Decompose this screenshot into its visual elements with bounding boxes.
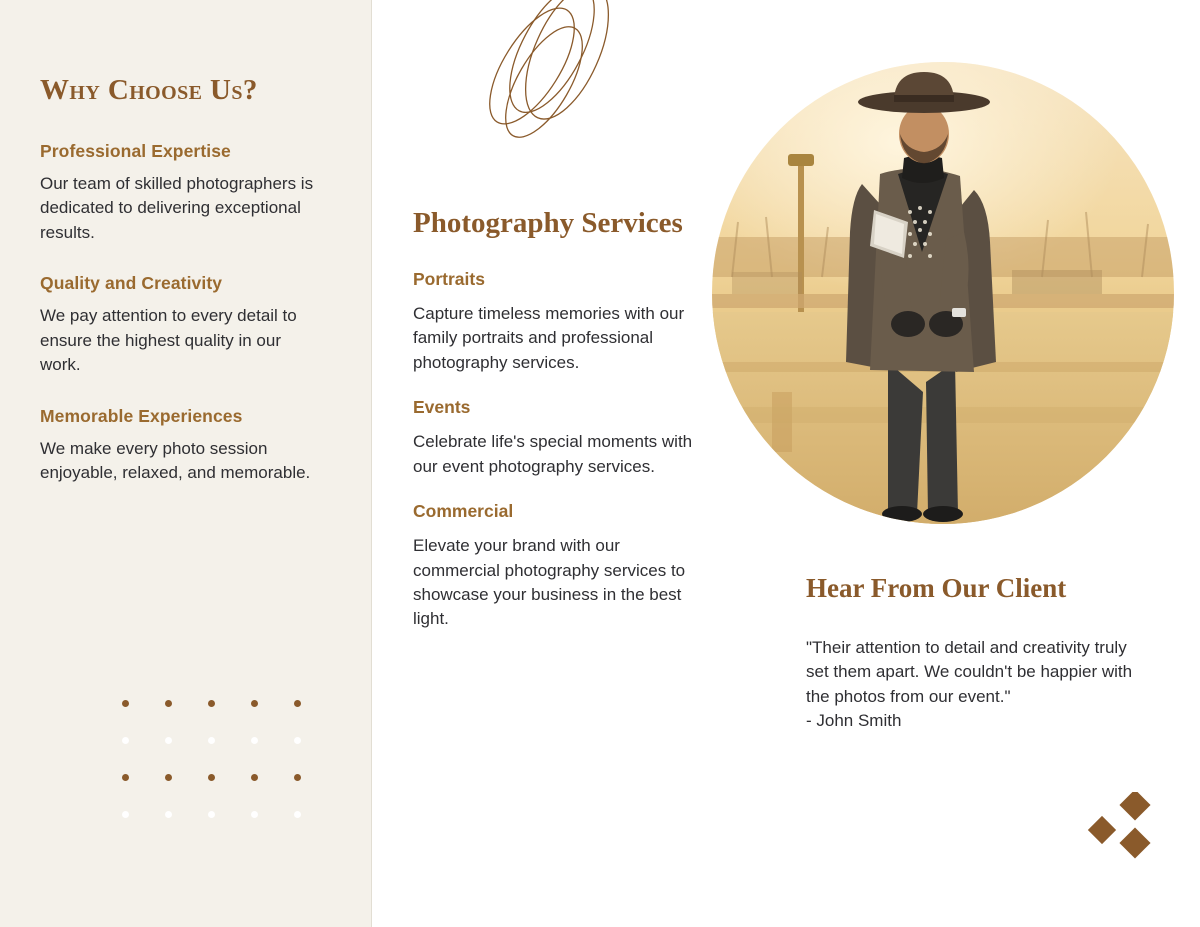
dot-row — [122, 700, 322, 707]
dot-icon — [122, 737, 129, 744]
page-title: Why Choose Us? — [40, 74, 258, 106]
dot-icon — [294, 700, 301, 707]
why-choose-us-panel — [0, 0, 372, 927]
service-body: Capture timeless memories with our family portraits and professional photography services. — [413, 303, 685, 372]
dot-icon — [251, 811, 258, 818]
dot-icon — [208, 737, 215, 744]
testimonial-column — [712, 0, 1200, 927]
dot-row — [122, 774, 322, 781]
dot-icon — [165, 737, 172, 744]
feature-block — [40, 273, 331, 377]
dot-icon — [294, 811, 301, 818]
feature-body: Our team of skilled photographers is dedicated to delivering exceptional results. — [40, 174, 314, 242]
dot-icon — [122, 774, 129, 781]
feature-heading: Quality and Creativity — [40, 273, 223, 294]
dot-icon — [122, 700, 129, 707]
service-block — [413, 501, 703, 632]
service-body: Elevate your brand with our commercial photography services to showcase your business in the best light. — [413, 536, 686, 629]
services-title: Photography Services — [413, 207, 683, 239]
feature-block — [40, 141, 331, 245]
testimonial-content — [806, 570, 1136, 734]
feature-body: We make every photo session enjoyable, relaxed, and memorable. — [40, 438, 311, 483]
testimonial-author: - John Smith — [806, 711, 902, 731]
service-heading: Portraits — [413, 268, 485, 289]
dot-row — [122, 811, 322, 818]
dot-grid-decoration — [122, 700, 322, 848]
dot-icon — [122, 811, 129, 818]
dot-icon — [165, 774, 172, 781]
services-content — [413, 205, 703, 654]
diamond-cluster-icon — [1080, 792, 1160, 872]
feature-body: We pay attention to every detail to ensure the highest quality in our work. — [40, 306, 297, 375]
dot-icon — [165, 700, 172, 707]
dot-icon — [251, 737, 258, 744]
dot-icon — [251, 774, 258, 781]
service-block — [413, 397, 703, 479]
dot-icon — [294, 737, 301, 744]
feature-heading: Professional Expertise — [40, 141, 231, 161]
dot-icon — [165, 811, 172, 818]
dot-icon — [251, 700, 258, 707]
why-choose-us-content — [0, 0, 371, 486]
photography-services-column — [372, 0, 712, 927]
service-heading: Events — [413, 397, 471, 418]
testimonial-quote: "Their attention to detail and creativity truly set them apart. We couldn't be happier with the photos from our event." — [806, 637, 1133, 706]
dot-row — [122, 737, 322, 744]
testimonial-title: Hear From Our Client — [806, 573, 1067, 603]
dot-icon — [208, 774, 215, 781]
man-in-hat-and-coat-photo — [712, 62, 1174, 524]
feature-block — [40, 406, 331, 486]
service-heading: Commercial — [413, 501, 514, 522]
feature-heading: Memorable Experiences — [40, 405, 243, 426]
swirl-ellipses-icon — [412, 0, 712, 184]
dot-icon — [294, 774, 301, 781]
dot-icon — [208, 811, 215, 818]
service-block — [413, 269, 703, 375]
service-body: Celebrate life's special moments with our event photography services. — [413, 432, 693, 476]
dot-icon — [208, 700, 215, 707]
